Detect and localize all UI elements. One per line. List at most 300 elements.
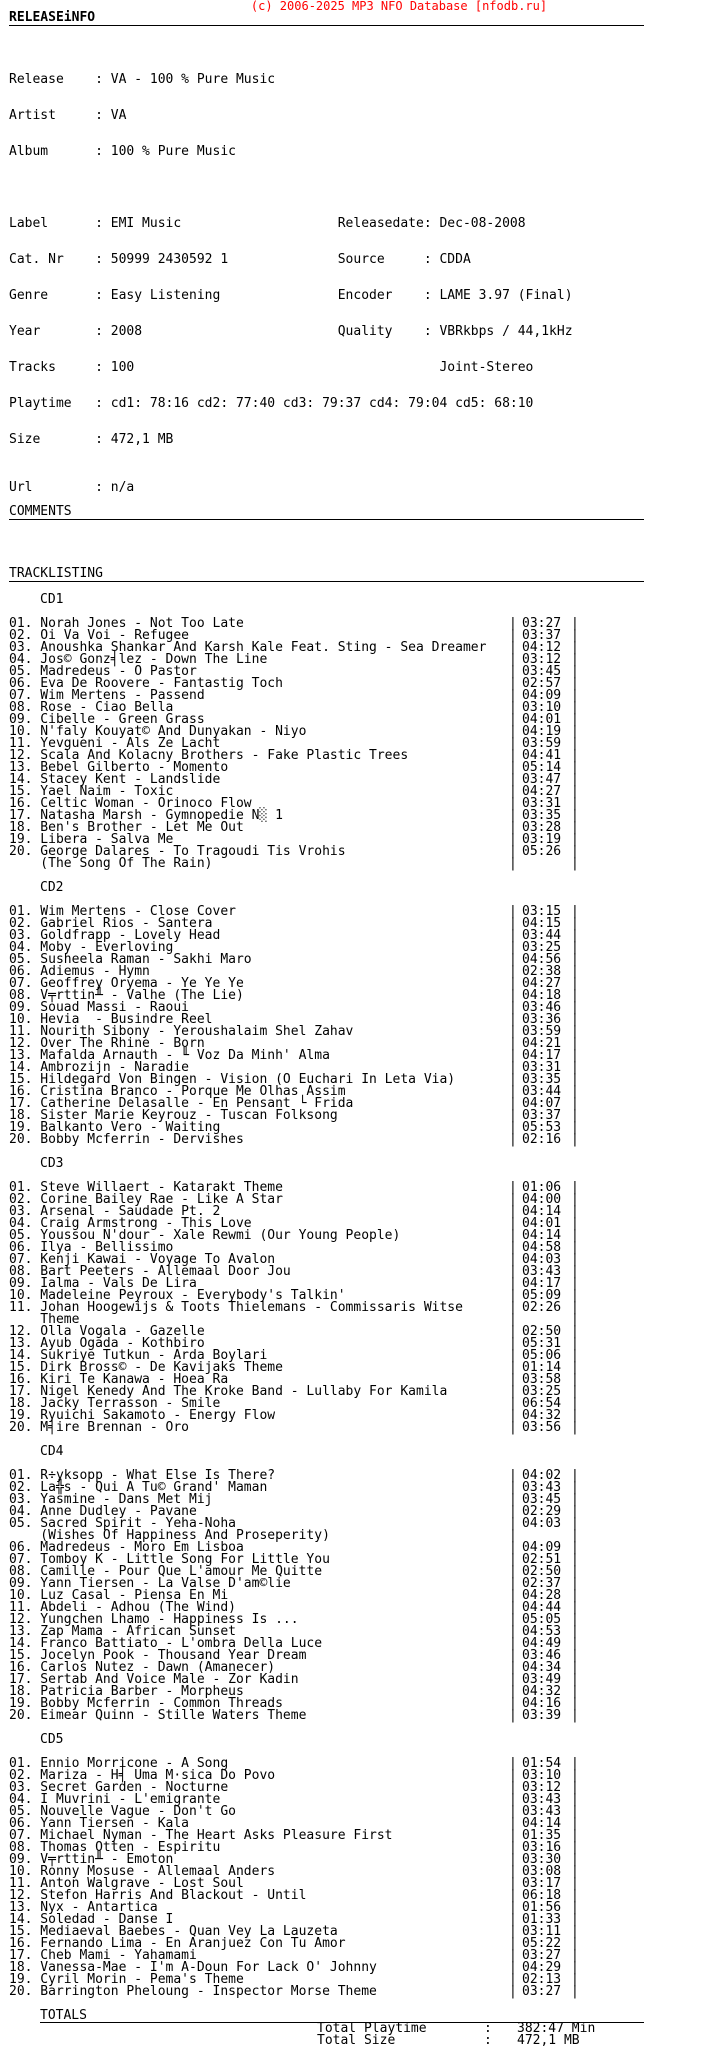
column-separator: |: [509, 1924, 517, 1939]
column-separator: |: [571, 1612, 579, 1627]
track-title: 09. Souad Massi - Raoui: [9, 1000, 190, 1015]
column-separator: |: [571, 1972, 579, 1987]
track-duration: 03:31: [522, 1060, 562, 1075]
track-duration: 04:53: [522, 1624, 562, 1639]
track-list: [9, 618, 728, 870]
album-line: Album : 100 % Pure Music: [9, 144, 236, 159]
track-duration: 03:10: [522, 700, 562, 715]
column-separator: |: [571, 1528, 579, 1543]
track-title: 10. Hevia - Busindre Reel: [9, 1012, 213, 1027]
column-separator: |: [509, 820, 517, 835]
track-title: 10. Madeleine Peyroux - Everybody's Talkin': [9, 1288, 346, 1303]
column-separator: |: [571, 1252, 579, 1267]
column-separator: |: [509, 1876, 517, 1891]
column-separator: |: [509, 628, 517, 643]
column-separator: |: [509, 1096, 517, 1111]
genre-line: Genre : Easy Listening Encoder : LAME 3.97 (Final): [9, 288, 573, 303]
column-separator: |: [571, 1240, 579, 1255]
column-separator: |: [571, 1336, 579, 1351]
track-duration: 04:16: [522, 1696, 562, 1711]
track-duration: 04:34: [522, 1660, 562, 1675]
column-separator: |: [509, 1900, 517, 1915]
column-separator: |: [571, 1096, 579, 1111]
column-separator: |: [509, 976, 517, 991]
column-separator: |: [571, 700, 579, 715]
column-separator: |: [509, 988, 517, 1003]
column-separator: |: [509, 796, 517, 811]
totals-label: Total Size: [317, 2033, 396, 2048]
track-duration: 05:26: [522, 844, 562, 859]
column-separator: |: [571, 1576, 579, 1591]
column-separator: |: [571, 1360, 579, 1375]
column-separator: |: [509, 1420, 517, 1435]
column-separator: |: [571, 1372, 579, 1387]
track-duration: 03:35: [522, 808, 562, 823]
column-separator: |: [571, 1036, 579, 1051]
column-separator: |: [509, 772, 517, 787]
track-title: 07. Michael Nyman - The Heart Asks Pleasure First: [9, 1828, 393, 1843]
column-separator: |: [509, 664, 517, 679]
column-separator: |: [571, 1420, 579, 1435]
track-duration: 04:44: [522, 1600, 562, 1615]
track-duration: 03:43: [522, 1480, 562, 1495]
column-separator: |: [509, 1672, 517, 1687]
column-separator: |: [571, 1924, 579, 1939]
column-separator: |: [509, 1624, 517, 1639]
track-title: 14. Franco Battiato - L'ombra Della Luce: [9, 1636, 323, 1651]
column-separator: |: [509, 856, 517, 871]
column-separator: |: [509, 1024, 517, 1039]
column-separator: |: [509, 808, 517, 823]
column-separator: |: [509, 1336, 517, 1351]
track-title: 02. Oi Va Voi - Refugee: [9, 628, 190, 643]
track-list: [9, 1758, 728, 1998]
track-title: 20. Eimear Quinn - Stille Waters Theme: [9, 1708, 307, 1723]
column-separator: |: [571, 1672, 579, 1687]
column-separator: |: [571, 664, 579, 679]
column-separator: |: [509, 1348, 517, 1363]
track-duration: 03:17: [522, 1876, 562, 1891]
column-separator: |: [509, 1984, 517, 1999]
column-separator: |: [571, 832, 579, 847]
track-title: 08. Thomas Otten - Espiritu: [9, 1840, 221, 1855]
column-separator: |: [509, 1660, 517, 1675]
column-separator: |: [571, 712, 579, 727]
track-duration: 04:09: [522, 1540, 562, 1555]
playtime-line: Playtime : cd1: 78:16 cd2: 77:40 cd3: 79:37 cd4: 79:04 cd5: 68:10: [9, 396, 534, 411]
track-title: 17. Catherine Delasalle - En Pensant └ Frida: [9, 1096, 354, 1111]
column-separator: |: [509, 1516, 517, 1531]
track-duration: 03:59: [522, 736, 562, 751]
track-duration: 03:31: [522, 796, 562, 811]
column-separator: |: [509, 1288, 517, 1303]
track-duration: 05:09: [522, 1288, 562, 1303]
column-separator: |: [509, 688, 517, 703]
track-duration: 04:32: [522, 1684, 562, 1699]
track-title: 16. Carlos Nutez - Dawn (Amanecer): [9, 1660, 276, 1675]
track-title: 10. Ronny Mosuse - Allemaal Anders: [9, 1864, 276, 1879]
track-title: 08. V╤rttin╨ - Valhe (The Lie): [9, 988, 244, 1003]
track-duration: 04:19: [522, 724, 562, 739]
column-separator: |: [571, 988, 579, 1003]
year-line: Year : 2008 Quality : VBRkbps / 44,1kHz: [9, 324, 573, 339]
track-row: [9, 1854, 728, 1866]
track-duration: 04:21: [522, 1036, 562, 1051]
column-separator: |: [571, 1408, 579, 1423]
track-title: 11. Abdeli - Adhou (The Wind): [9, 1600, 236, 1615]
track-title: 05. Madredeus - O Pastor: [9, 664, 197, 679]
column-separator: |: [571, 1768, 579, 1783]
totals-header: TOTALS: [40, 2008, 87, 2023]
track-title: 07. Geoffrey Oryema - Ye Ye Ye: [9, 976, 244, 991]
track-title: 11. Nourith Sibony - Yeroushalaim Shel Zahav: [9, 1024, 354, 1039]
track-duration: 03:25: [522, 940, 562, 955]
track-title: 04. I Muvrini - L'emigrante: [9, 1792, 221, 1807]
track-title: 15. Yael Naim - Toxic: [9, 784, 174, 799]
track-duration: 04:02: [522, 1468, 562, 1483]
column-separator: |: [509, 1816, 517, 1831]
track-title: 16. Celtic Woman - Orinoco Flow: [9, 796, 252, 811]
column-separator: |: [571, 1000, 579, 1015]
column-separator: |: [509, 1552, 517, 1567]
column-separator: |: [571, 760, 579, 775]
track-duration: 01:35: [522, 1828, 562, 1843]
column-separator: |: [571, 1900, 579, 1915]
track-duration: 01:54: [522, 1756, 562, 1771]
track-duration: 02:51: [522, 1552, 562, 1567]
column-separator: |: [571, 1984, 579, 1999]
track-title: 19. Cyril Morin - Pema's Theme: [9, 1972, 244, 1987]
track-title: 12. Olla Vogala - Gazelle: [9, 1324, 205, 1339]
track-title: 01. Norah Jones - Not Too Late: [9, 616, 244, 631]
column-separator: |: [509, 1828, 517, 1843]
track-title: 06. Madredeus - Moro Em Lisboa: [9, 1540, 244, 1555]
column-separator: |: [571, 1564, 579, 1579]
catnr-line: Cat. Nr : 50999 2430592 1 Source : CDDA: [9, 252, 471, 267]
track-title: 01. R÷yksopp - What Else Is There?: [9, 1468, 276, 1483]
track-title: 02. Corine Bailey Rae - Like A Star: [9, 1192, 283, 1207]
track-duration: 02:26: [522, 1300, 562, 1315]
column-separator: |: [571, 1180, 579, 1195]
column-separator: |: [509, 1132, 517, 1147]
column-separator: |: [509, 1252, 517, 1267]
track-duration: 03:36: [522, 1012, 562, 1027]
column-separator: |: [571, 1216, 579, 1231]
column-separator: |: [509, 724, 517, 739]
track-duration: 04:03: [522, 1252, 562, 1267]
track-title: 05. Youssou N'dour - Xale Rewmi (Our Young People): [9, 1228, 401, 1243]
track-title: 15. Mediaeval Baebes - Quan Vey La Lauzeta: [9, 1924, 338, 1939]
track-title: 03. Anoushka Shankar And Karsh Kale Feat. Sting - Sea Dreamer: [9, 640, 487, 655]
cd-header: CD2: [40, 880, 64, 895]
column-separator: |: [571, 1012, 579, 1027]
track-title: 13. Ayub Ogada - Kothbiro: [9, 1336, 205, 1351]
column-separator: |: [571, 628, 579, 643]
track-list: [9, 1470, 728, 1722]
track-title: 18. Patricia Barber - Morpheus: [9, 1684, 244, 1699]
track-duration: 03:19: [522, 832, 562, 847]
track-list: [9, 1182, 728, 1434]
column-separator: |: [509, 964, 517, 979]
track-title: 14. Soledad - Danse I: [9, 1912, 174, 1927]
totals-block: [9, 2023, 728, 2047]
column-separator: |: [509, 1612, 517, 1627]
column-separator: |: [571, 1864, 579, 1879]
totals-row: [9, 2035, 728, 2047]
track-row: [9, 1866, 728, 1878]
column-separator: |: [571, 1624, 579, 1639]
column-separator: |: [509, 1396, 517, 1411]
track-title: 14. Ambrozijn - Naradie: [9, 1060, 190, 1075]
track-duration: 03:46: [522, 1648, 562, 1663]
column-separator: |: [509, 1948, 517, 1963]
column-separator: |: [571, 1468, 579, 1483]
column-separator: |: [509, 784, 517, 799]
track-duration: 04:00: [522, 1192, 562, 1207]
track-duration: 03:59: [522, 1024, 562, 1039]
column-separator: |: [509, 1240, 517, 1255]
column-separator: |: [571, 724, 579, 739]
track-title: 02. Gabriel Rios - Santera: [9, 916, 213, 931]
track-title: 11. Yevgueni - Als Ze Lacht: [9, 736, 221, 751]
track-title: 19. Ryuichi Sakamoto - Energy Flow: [9, 1408, 276, 1423]
column-separator: |: [571, 1396, 579, 1411]
track-duration: 03:45: [522, 664, 562, 679]
column-separator: |: [571, 1588, 579, 1603]
track-title: 07. Kenji Kawai - Voyage To Avalon: [9, 1252, 276, 1267]
track-row: [9, 1902, 728, 1914]
column-separator: |: [509, 760, 517, 775]
column-separator: |: [509, 1564, 517, 1579]
cd-header: CD4: [40, 1444, 64, 1459]
track-title: 19. Bobby Mcferrin - Common Threads: [9, 1696, 283, 1711]
column-separator: |: [571, 1072, 579, 1087]
track-title: 18. Jacky Terrasson - Smile: [9, 1396, 221, 1411]
track-duration: 02:29: [522, 1504, 562, 1519]
column-separator: |: [571, 1852, 579, 1867]
column-separator: |: [509, 1072, 517, 1087]
column-separator: |: [571, 1288, 579, 1303]
track-duration: 05:05: [522, 1612, 562, 1627]
totals-colon: :: [484, 2033, 492, 2048]
track-duration: 03:46: [522, 1000, 562, 1015]
track-title: 12. Scala And Kolacny Brothers - Fake Plastic Trees: [9, 748, 409, 763]
track-row: [9, 858, 728, 870]
track-title: 09. Cibelle - Green Grass: [9, 712, 205, 727]
column-separator: |: [571, 1192, 579, 1207]
column-separator: |: [571, 1876, 579, 1891]
column-separator: |: [509, 616, 517, 631]
track-title: 16. Fernando Lima - En Aranjuez Con Tu Amor: [9, 1936, 346, 1951]
column-separator: |: [509, 1300, 517, 1315]
column-separator: |: [509, 844, 517, 859]
column-separator: |: [509, 1756, 517, 1771]
track-duration: 03:35: [522, 1072, 562, 1087]
track-title: 13. Nyx - Antartica: [9, 1900, 158, 1915]
column-separator: |: [509, 1684, 517, 1699]
track-duration: 04:12: [522, 640, 562, 655]
column-separator: |: [571, 1204, 579, 1219]
column-separator: |: [571, 1048, 579, 1063]
column-separator: |: [509, 1528, 517, 1543]
column-separator: |: [571, 1228, 579, 1243]
column-separator: |: [571, 1108, 579, 1123]
track-duration: 04:09: [522, 688, 562, 703]
track-duration: 03:47: [522, 772, 562, 787]
column-separator: |: [571, 1948, 579, 1963]
column-separator: |: [571, 1792, 579, 1807]
track-duration: 03:10: [522, 1768, 562, 1783]
track-title: 09. Yann Tiersen - La Valse D'am©lie: [9, 1576, 291, 1591]
track-duration: 03:37: [522, 628, 562, 643]
column-separator: |: [571, 1780, 579, 1795]
column-separator: |: [509, 1000, 517, 1015]
column-separator: |: [571, 1132, 579, 1147]
column-separator: |: [509, 676, 517, 691]
track-duration: 01:56: [522, 1900, 562, 1915]
column-separator: |: [571, 1828, 579, 1843]
column-separator: |: [509, 1324, 517, 1339]
column-separator: |: [509, 1192, 517, 1207]
column-separator: |: [509, 1384, 517, 1399]
track-duration: 02:50: [522, 1324, 562, 1339]
track-title: 20. M╡ire Brennan - Oro: [9, 1420, 190, 1435]
column-separator: |: [509, 1372, 517, 1387]
track-title: 11. Anton Walgrave - Lost Soul: [9, 1876, 244, 1891]
track-title: 08. Camille - Pour Que L'amour Me Quitte: [9, 1564, 323, 1579]
track-title: 12. Stefon Harris And Blackout - Until: [9, 1888, 307, 1903]
track-title: 03. Secret Garden - Nocturne: [9, 1780, 229, 1795]
track-row: [9, 1926, 728, 1938]
track-duration: 03:39: [522, 1708, 562, 1723]
column-separator: |: [509, 1468, 517, 1483]
track-duration: 03:44: [522, 1084, 562, 1099]
track-row: [9, 1890, 728, 1902]
artist-line: Artist : VA: [9, 108, 127, 123]
column-separator: |: [509, 640, 517, 655]
column-separator: |: [509, 1036, 517, 1051]
column-separator: |: [571, 928, 579, 943]
column-separator: |: [571, 1552, 579, 1567]
track-duration: 02:37: [522, 1576, 562, 1591]
track-duration: 05:53: [522, 1120, 562, 1135]
track-title: 10. Luz Casal - Piensa En Mi: [9, 1588, 229, 1603]
column-separator: |: [571, 952, 579, 967]
column-separator: |: [571, 1756, 579, 1771]
totals-value: 472,1 MB: [517, 2033, 580, 2048]
track-duration: 04:27: [522, 976, 562, 991]
column-separator: |: [509, 1120, 517, 1135]
track-duration: 03:49: [522, 1672, 562, 1687]
track-title: 13. Mafalda Arnauth - ╙ Voz Da Minh' Alma: [9, 1048, 330, 1063]
column-separator: |: [509, 1960, 517, 1975]
column-separator: |: [571, 1504, 579, 1519]
column-separator: |: [571, 1024, 579, 1039]
details-block: [9, 194, 728, 470]
track-duration: 04:17: [522, 1276, 562, 1291]
track-title: 20. George Dalares - To Tragoudi Tis Vrohis: [9, 844, 346, 859]
track-duration: 04:14: [522, 1204, 562, 1219]
column-separator: |: [509, 1504, 517, 1519]
track-row: [9, 1878, 728, 1890]
track-duration: 04:17: [522, 1048, 562, 1063]
column-separator: |: [571, 1120, 579, 1135]
column-separator: |: [509, 1108, 517, 1123]
track-duration: 03:43: [522, 1792, 562, 1807]
track-row: [9, 1986, 728, 1998]
column-separator: |: [509, 1708, 517, 1723]
column-separator: |: [509, 1048, 517, 1063]
column-separator: |: [571, 856, 579, 871]
track-duration: 04:18: [522, 988, 562, 1003]
track-duration: 06:54: [522, 1396, 562, 1411]
track-title: 19. Balkanto Vero - Waiting: [9, 1120, 221, 1135]
column-separator: |: [509, 1060, 517, 1075]
track-title: 10. N'faly Kouyat© And Dunyakan - Niyo: [9, 724, 307, 739]
column-separator: |: [571, 640, 579, 655]
column-separator: |: [571, 1540, 579, 1555]
column-separator: |: [509, 652, 517, 667]
column-separator: |: [509, 1888, 517, 1903]
track-title: 03. Yasmine - Dans Met Mij: [9, 1492, 213, 1507]
release-block: [9, 50, 728, 182]
tracklisting-header: TRACKLISTING: [9, 566, 103, 581]
column-separator: |: [571, 1516, 579, 1531]
track-row: [9, 1974, 728, 1986]
track-duration: 03:43: [522, 1804, 562, 1819]
track-duration: 03:27: [522, 616, 562, 631]
url-line: Url : n/a: [9, 480, 135, 495]
track-row: [9, 1962, 728, 1974]
column-separator: |: [509, 1696, 517, 1711]
track-duration: 04:15: [522, 916, 562, 931]
column-separator: |: [571, 1264, 579, 1279]
totals-colon: :: [484, 2021, 492, 2036]
column-separator: |: [571, 1708, 579, 1723]
column-separator: |: [509, 1804, 517, 1819]
track-title: 14. Sukriye Tutkun - Arda Boylari: [9, 1348, 268, 1363]
column-separator: |: [509, 1228, 517, 1243]
track-title: 04. Moby - Everloving: [9, 940, 174, 955]
track-title: 17. Natasha Marsh - Gymnopedie N░ 1: [9, 808, 283, 823]
track-duration: 05:14: [522, 760, 562, 775]
column-separator: |: [571, 1816, 579, 1831]
column-separator: |: [571, 1324, 579, 1339]
column-separator: |: [571, 964, 579, 979]
track-title: 02. La╬s - Qui A Tu© Grand' Maman: [9, 1480, 268, 1495]
track-duration: 04:56: [522, 952, 562, 967]
column-separator: |: [509, 916, 517, 931]
column-separator: |: [571, 1696, 579, 1711]
track-title: 17. Nigel Kenedy And The Kroke Band - Lullaby For Kamila: [9, 1384, 448, 1399]
column-separator: |: [571, 736, 579, 751]
column-separator: |: [509, 1936, 517, 1951]
track-duration: 02:38: [522, 964, 562, 979]
column-separator: |: [571, 1084, 579, 1099]
totals-value: 382:47 Min: [517, 2021, 596, 2036]
track-row: [9, 1914, 728, 1926]
release-info-header: RELEASEiNFO: [9, 10, 96, 25]
column-separator: |: [571, 1276, 579, 1291]
tracks-line: Tracks : 100 Joint-Stereo: [9, 360, 534, 375]
track-duration: 03:15: [522, 904, 562, 919]
label-line: Label : EMI Music Releasedate: Dec-08-2008: [9, 216, 526, 231]
track-row: [9, 1938, 728, 1950]
column-separator: |: [509, 928, 517, 943]
column-separator: |: [571, 1936, 579, 1951]
track-list: [9, 906, 728, 1146]
column-separator: |: [509, 1540, 517, 1555]
